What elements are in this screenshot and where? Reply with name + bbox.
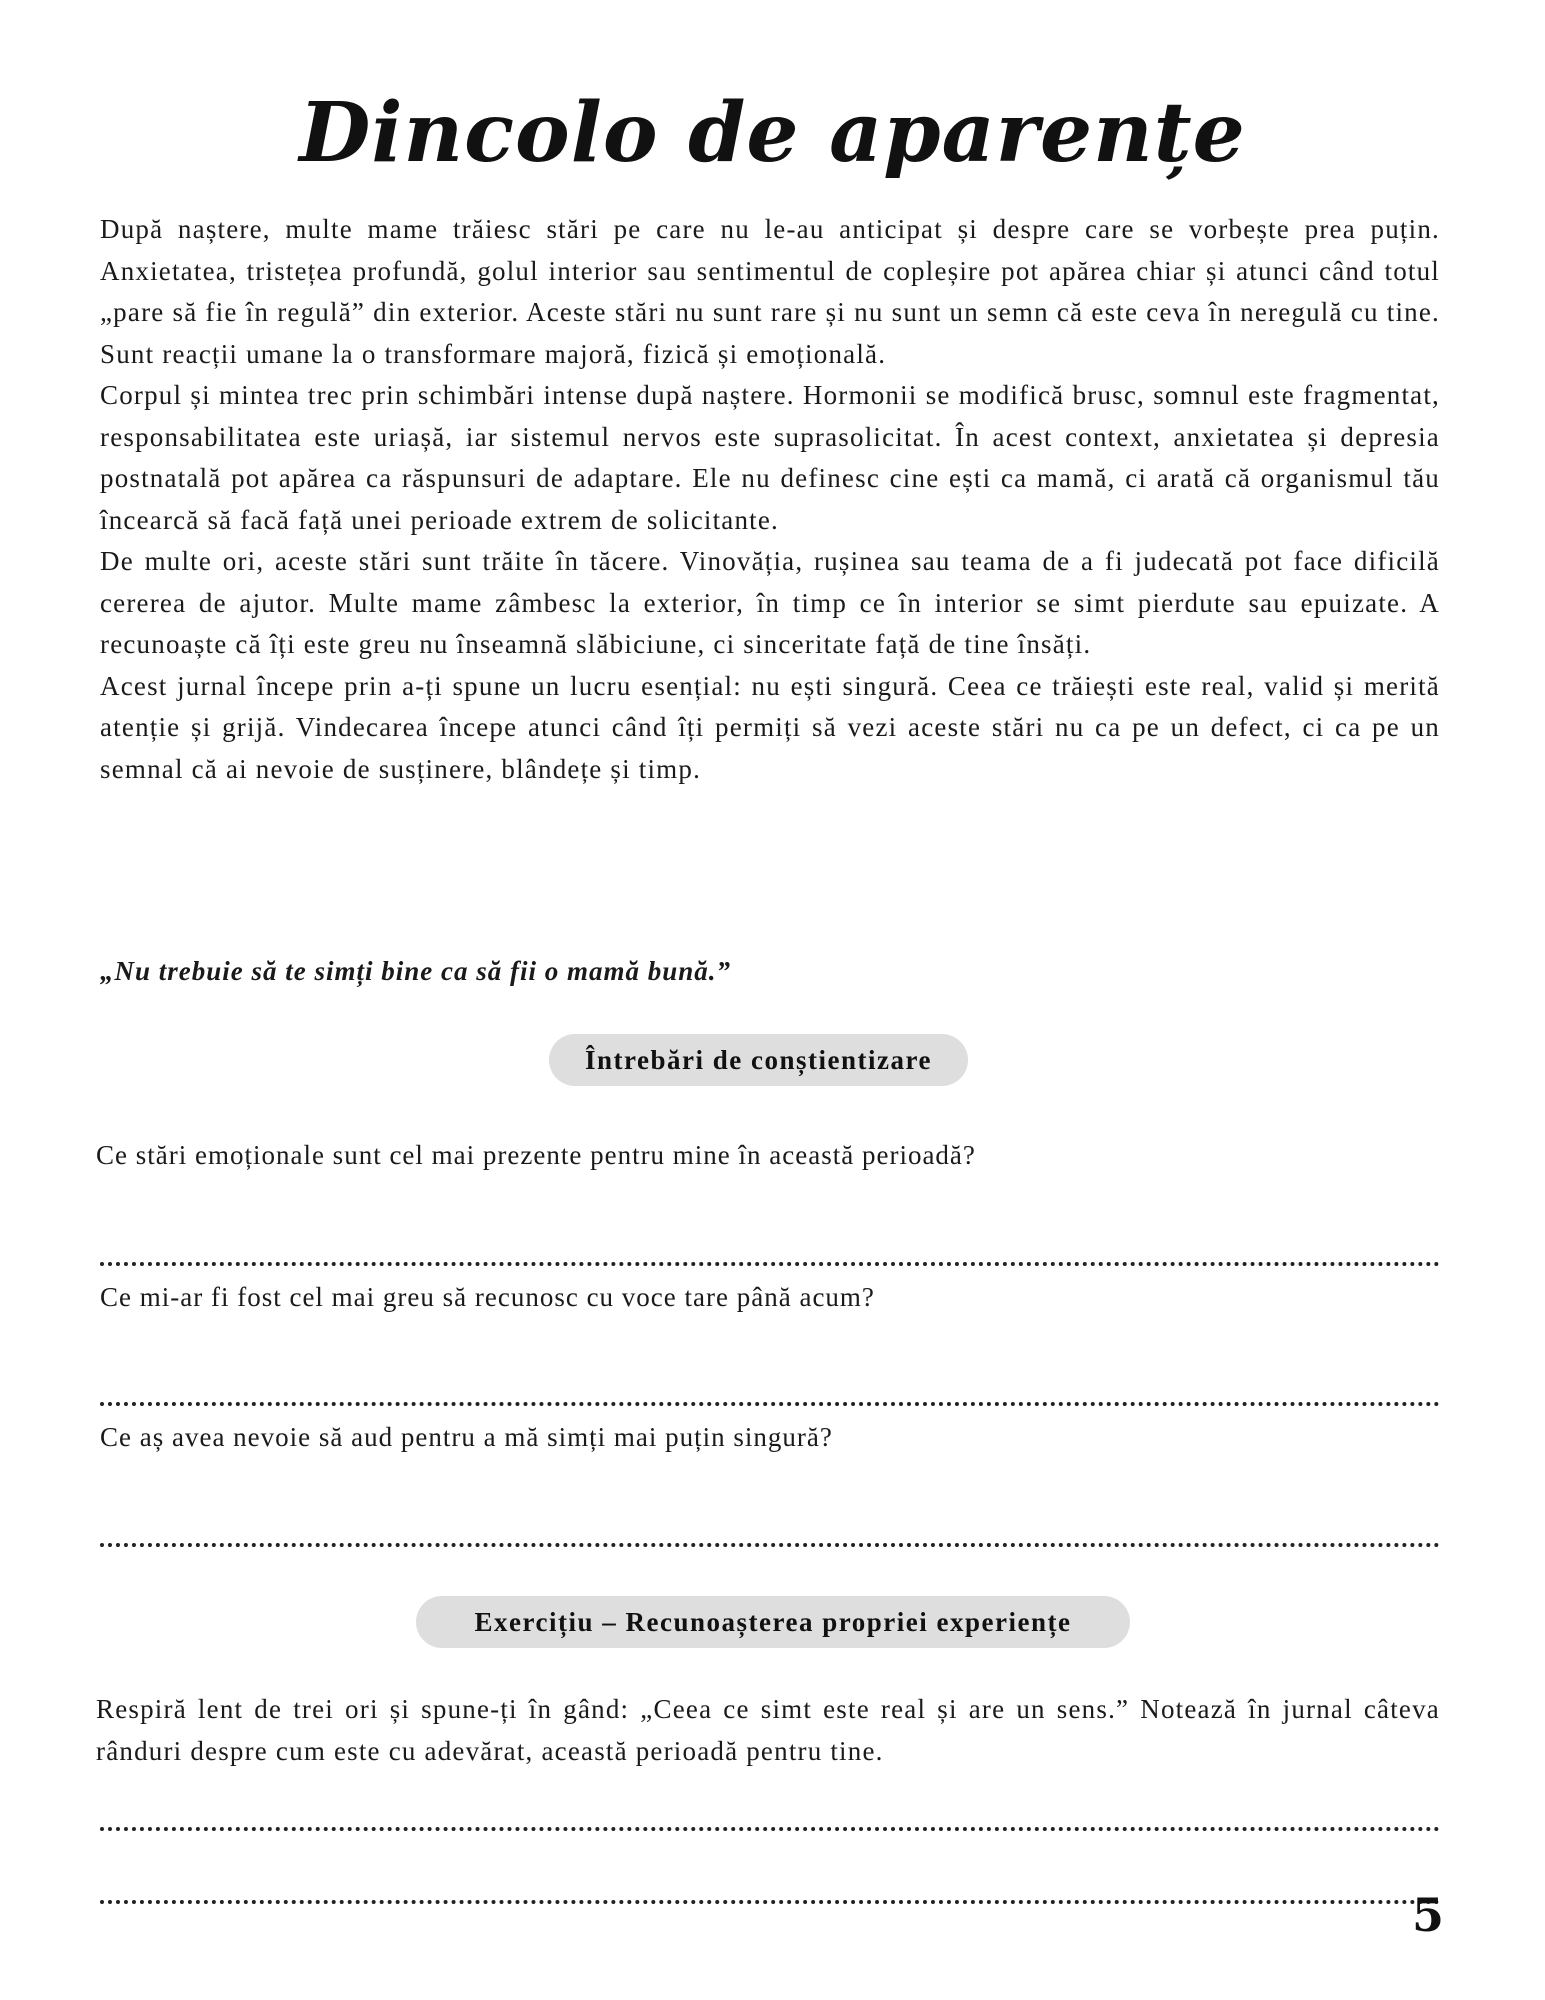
exercise-text: Respiră lent de trei ori și spune-ți în gând: „Ceea ce simt este real și are un sens.” Notează în jurnal câteva rânduri despre cum este cu adevărat, această perioadă pentru tine. xyxy=(96,1694,1440,1766)
answer-line-1[interactable] xyxy=(100,1262,1440,1266)
question-2: Ce mi-ar fi fost cel mai greu să recunosc cu voce tare până acum? xyxy=(100,1282,875,1312)
question-3: Ce aș avea nevoie să aud pentru a mă simți mai puțin singură? xyxy=(100,1422,833,1452)
exercise-heading: Exercițiu – Recunoașterea propriei experiențe xyxy=(416,1596,1130,1648)
writing-line-2[interactable] xyxy=(100,1900,1440,1904)
paragraph-3: De multe ori, aceste stări sunt trăite în tăcere. Vinovăția, rușinea sau teama de a fi judecată pot face dificilă cererea de ajutor. Multe mame zâmbesc la exterior, în timp ce în interior se simt pierdute sau epuizate. A recunoaște că îți este greu nu înseamnă slăbiciune, ci sinceritate față de tine însăți. xyxy=(100,546,1440,659)
page-number: 5 xyxy=(1412,1888,1445,1942)
paragraph-2: Corpul și mintea trec prin schimbări intense după naștere. Hormonii se modifică brusc, somnul este fragmentat, responsabilitatea este uriașă, iar sistemul nervos este suprasolicitat. În acest context, anxietatea și depresia postnatală pot apărea ca răspunsuri de adaptare. Ele nu definesc cine ești ca mamă, ci arată că organismul tău încearcă să facă față unei perioade extrem de solicitante. xyxy=(100,380,1440,535)
answer-line-2[interactable] xyxy=(100,1402,1440,1406)
question-1: Ce stări emoționale sunt cel mai prezente pentru mine în această perioadă? xyxy=(96,1140,976,1170)
paragraph-1: După naștere, multe mame trăiesc stări pe care nu le-au anticipat și despre care se vorbește prea puțin. Anxietatea, tristețea profundă, golul interior sau sentimentul de copleșire pot apărea chiar și atunci când totul „pare să fie în regulă” din exterior. Aceste stări nu sunt rare și nu sunt un semn că este ceva în neregulă cu tine. Sunt reacții umane la o transformare majoră, fizică și emoțională. xyxy=(100,214,1440,369)
awareness-heading: Întrebări de conștientizare xyxy=(549,1034,968,1086)
answer-line-3[interactable] xyxy=(100,1543,1440,1547)
paragraph-4: Acest jurnal începe prin a-ți spune un lucru esențial: nu ești singură. Ceea ce trăiești este real, valid și merită atenție și grijă. Vindecarea începe atunci când îți permiți să vezi aceste stări nu ca pe un defect, ci ca pe un semnal că ai nevoie de susținere, blândețe și timp. xyxy=(100,670,1440,784)
page-title: Dincolo de aparențe xyxy=(299,85,1246,181)
intro-text xyxy=(100,209,1440,790)
writing-line-1[interactable] xyxy=(100,1827,1440,1831)
quote: „Nu trebuie să te simți bine ca să fii o mamă bună.” xyxy=(100,956,732,986)
